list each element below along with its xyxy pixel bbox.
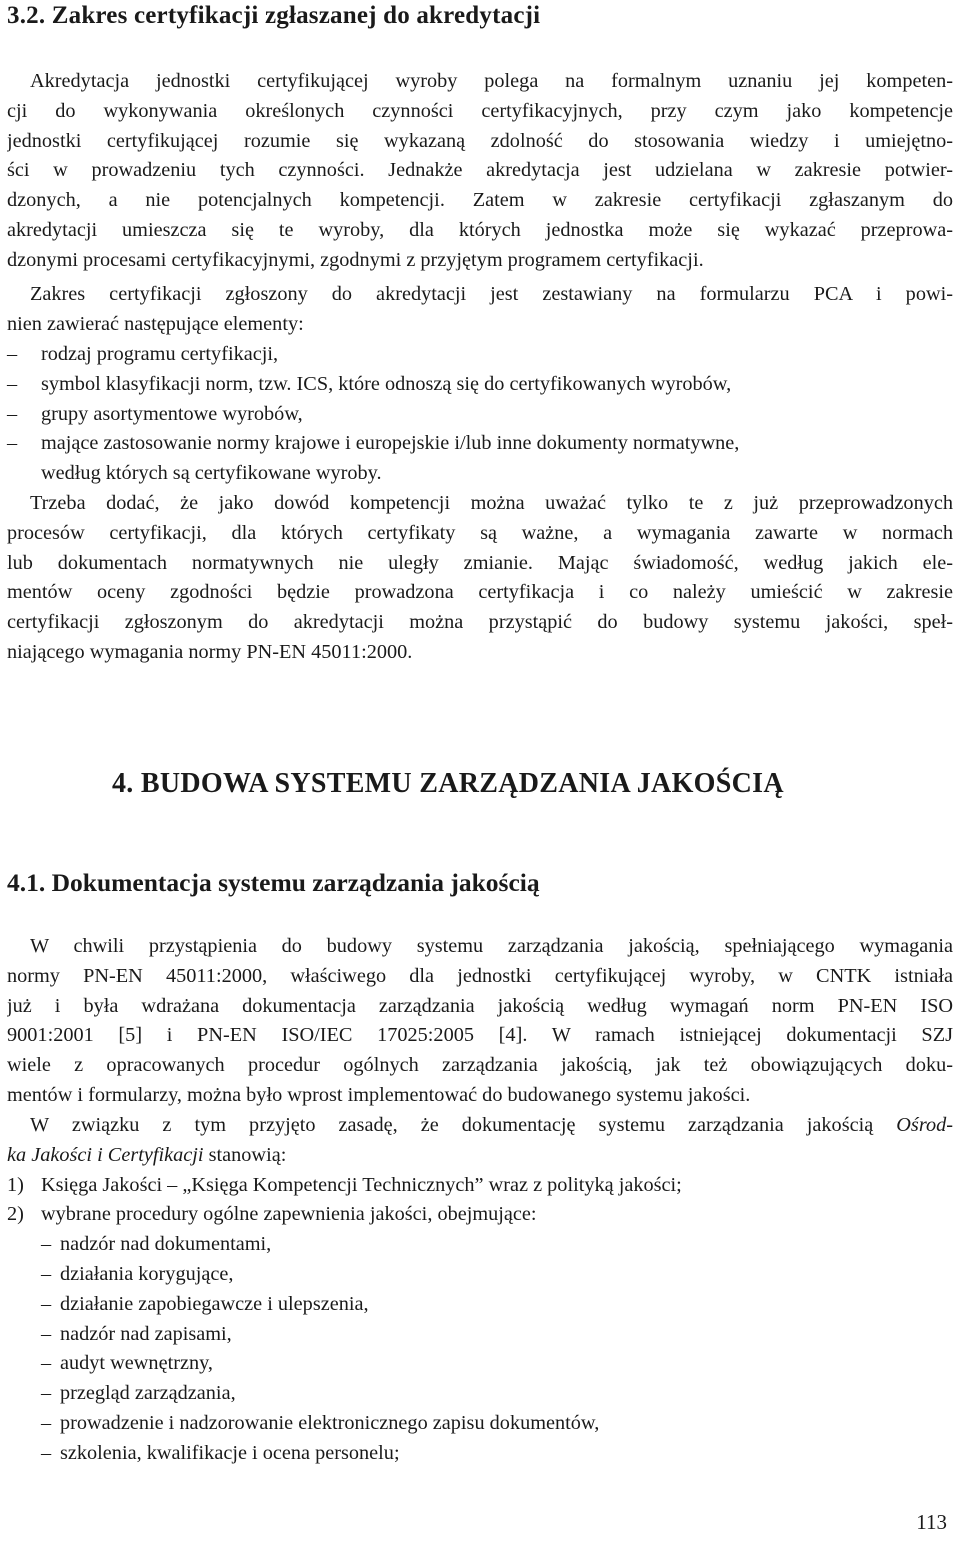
sub-list-item bbox=[7, 1230, 953, 1260]
dash-marker: – bbox=[41, 1382, 52, 1405]
dash-marker: – bbox=[41, 1262, 52, 1285]
dash-marker: – bbox=[41, 1411, 52, 1434]
dash-marker: – bbox=[41, 1441, 52, 1464]
text-line: normy PN-EN 45011:2000, właściwego dla jednostki certyfikującej wyroby, w CNTK istniała bbox=[7, 964, 953, 987]
dash-marker: – bbox=[7, 432, 18, 455]
list-item bbox=[7, 429, 953, 459]
page-number: 113 bbox=[916, 1510, 947, 1534]
list-item bbox=[7, 400, 953, 430]
item-text: Księga Jakości – „Księga Kompetencji Technicznych” wraz z polityką jakości; bbox=[41, 1173, 682, 1196]
text-line: nien zawierać następujące elementy: bbox=[7, 312, 304, 335]
text-line: niającego wymagania normy PN-EN 45011:2000. bbox=[7, 640, 413, 663]
text-run: W związku z tym przyjęto zasadę, że dokumentację systemu zarządzania jakością bbox=[30, 1114, 874, 1136]
sub-list-item bbox=[7, 1439, 953, 1469]
dash-marker: – bbox=[7, 343, 18, 365]
sub-item-text: działania korygujące, bbox=[60, 1262, 234, 1285]
sub-list-item bbox=[7, 1409, 953, 1439]
italic-text: Ośrod- bbox=[896, 1114, 953, 1136]
list-item-text: rodzaj programu certyfikacji, bbox=[41, 343, 279, 365]
paragraph-evidence bbox=[7, 489, 953, 668]
paragraph-accreditation bbox=[7, 67, 953, 276]
text-line: procesów certyfikacji, dla których certyfikaty są ważne, a wymagania zawarte w normach bbox=[7, 521, 953, 544]
paragraph-principle bbox=[7, 1111, 953, 1469]
list-item-text: grupy asortymentowe wyrobów, bbox=[41, 402, 303, 425]
text-line: mentów i formularzy, można było wprost implementować do budowanego systemu jakości. bbox=[7, 1083, 751, 1106]
list-item bbox=[7, 370, 953, 400]
text-line: certyfikacji zgłoszonym do akredytacji można przystąpić do budowy systemu jakości, speł- bbox=[7, 611, 953, 634]
list-item-text: symbol klasyfikacji norm, tzw. ICS, które odnoszą się do certyfikowanych wyrobów, bbox=[41, 372, 732, 395]
dash-marker: – bbox=[41, 1322, 52, 1345]
list-item bbox=[7, 340, 953, 370]
text-line bbox=[7, 1111, 953, 1141]
sub-item-text: szkolenia, kwalifikacje i ocena personelu; bbox=[60, 1441, 400, 1464]
text-line: Zakres certyfikacji zgłoszony do akredytacji jest zestawiany na formularzu PCA i powi- bbox=[30, 283, 953, 305]
text-run: stanowią: bbox=[208, 1143, 287, 1166]
sub-item-text: prowadzenie i nadzorowanie elektronicznego zapisu dokumentów, bbox=[60, 1411, 600, 1434]
list-item-continuation: według których są certyfikowane wyroby. bbox=[41, 462, 382, 485]
list-item-text: mające zastosowanie normy krajowe i europejskie i/lub inne dokumenty normatywne, bbox=[41, 432, 740, 455]
numbered-item bbox=[7, 1171, 953, 1201]
text-line: dzonymi procesami certyfikacyjnymi, zgodnymi z przyjętym programem certyfikacji. bbox=[7, 248, 704, 271]
paragraph-scope bbox=[7, 280, 953, 340]
sub-list-item bbox=[7, 1320, 953, 1350]
text-line: mentów oceny zgodności będzie prowadzona certyfikacja i co należy umieścić w zakresie bbox=[7, 581, 953, 604]
sub-list-item bbox=[7, 1260, 953, 1290]
italic-text: ka Jakości i Certyfikacji bbox=[7, 1143, 204, 1166]
text-line: W chwili przystąpienia do budowy systemu zarządzania jakością, spełniającego wymagania bbox=[30, 935, 953, 957]
chapter-heading-4: 4. BUDOWA SYSTEMU ZARZĄDZANIA JAKOŚCIĄ bbox=[112, 768, 784, 799]
sub-item-text: audyt wewnętrzny, bbox=[60, 1352, 213, 1375]
text-line: wiele z opracowanych procedur ogólnych zarządzania jakością, jak też obowiązujących doku- bbox=[7, 1054, 953, 1077]
sub-item-text: nadzór nad zapisami, bbox=[60, 1322, 232, 1345]
dash-marker: – bbox=[7, 402, 18, 425]
text-line: cji do wykonywania określonych czynności certyfikacyjnych, przy czym jako kompetencje bbox=[7, 99, 953, 122]
text-line: dzonych, a nie potencjalnych kompetencji. Zatem w zakresie certyfikacji zgłaszanym do bbox=[7, 189, 953, 212]
dash-marker: – bbox=[41, 1352, 52, 1375]
item-number: 2) bbox=[7, 1203, 24, 1226]
text-line: 9001:2001 [5] i PN-EN ISO/IEC 17025:2005 [4]. W ramach istniejącej dokumentacji SZJ bbox=[7, 1024, 953, 1047]
dash-marker: – bbox=[41, 1233, 52, 1256]
text-line: Trzeba dodać, że jako dowód kompetencji można uważać tylko te z już przeprowadzonych bbox=[30, 492, 953, 514]
sub-item-text: nadzór nad dokumentami, bbox=[60, 1233, 272, 1256]
item-number: 1) bbox=[7, 1173, 24, 1196]
sub-list-item bbox=[7, 1349, 953, 1379]
sub-list-item bbox=[7, 1290, 953, 1320]
text-line: ści w prowadzeniu tych czynności. Jednakże akredytacja jest udzielana w zakresie potwier- bbox=[7, 159, 953, 182]
text-line: już i była wdrażana dokumentacja zarządzania jakością według wymagań norm PN-EN ISO bbox=[7, 994, 953, 1017]
scope-elements-list bbox=[7, 340, 953, 489]
item-text: wybrane procedury ogólne zapewnienia jakości, obejmujące: bbox=[41, 1203, 537, 1226]
text-line: akredytacji umieszcza się te wyroby, dla których jednostka może się wykazać przeprowa- bbox=[7, 218, 953, 241]
dash-marker: – bbox=[41, 1292, 52, 1315]
section-heading-4-1: 4.1. Dokumentacja systemu zarządzania jakością bbox=[7, 868, 540, 897]
numbered-item bbox=[7, 1200, 953, 1230]
paragraph-documentation bbox=[7, 932, 953, 1111]
dash-marker: – bbox=[7, 372, 18, 395]
sub-list-item bbox=[7, 1379, 953, 1409]
section-heading-3-2: 3.2. Zakres certyfikacji zgłaszanej do akredytacji bbox=[7, 2, 541, 29]
text-line: Akredytacja jednostki certyfikującej wyroby polega na formalnym uznaniu jej kompeten- bbox=[30, 70, 953, 92]
sub-item-text: działanie zapobiegawcze i ulepszenia, bbox=[60, 1292, 369, 1315]
text-line bbox=[7, 1141, 953, 1171]
text-line: jednostki certyfikującej rozumie się wykazaną zdolność do stosowania wiedzy i umiejętno- bbox=[7, 129, 953, 152]
text-line: lub dokumentach normatywnych nie uległy zmianie. Mając świadomość, według jakich ele- bbox=[7, 551, 953, 574]
document-page bbox=[7, 0, 953, 1545]
sub-item-text: przegląd zarządzania, bbox=[60, 1382, 236, 1405]
